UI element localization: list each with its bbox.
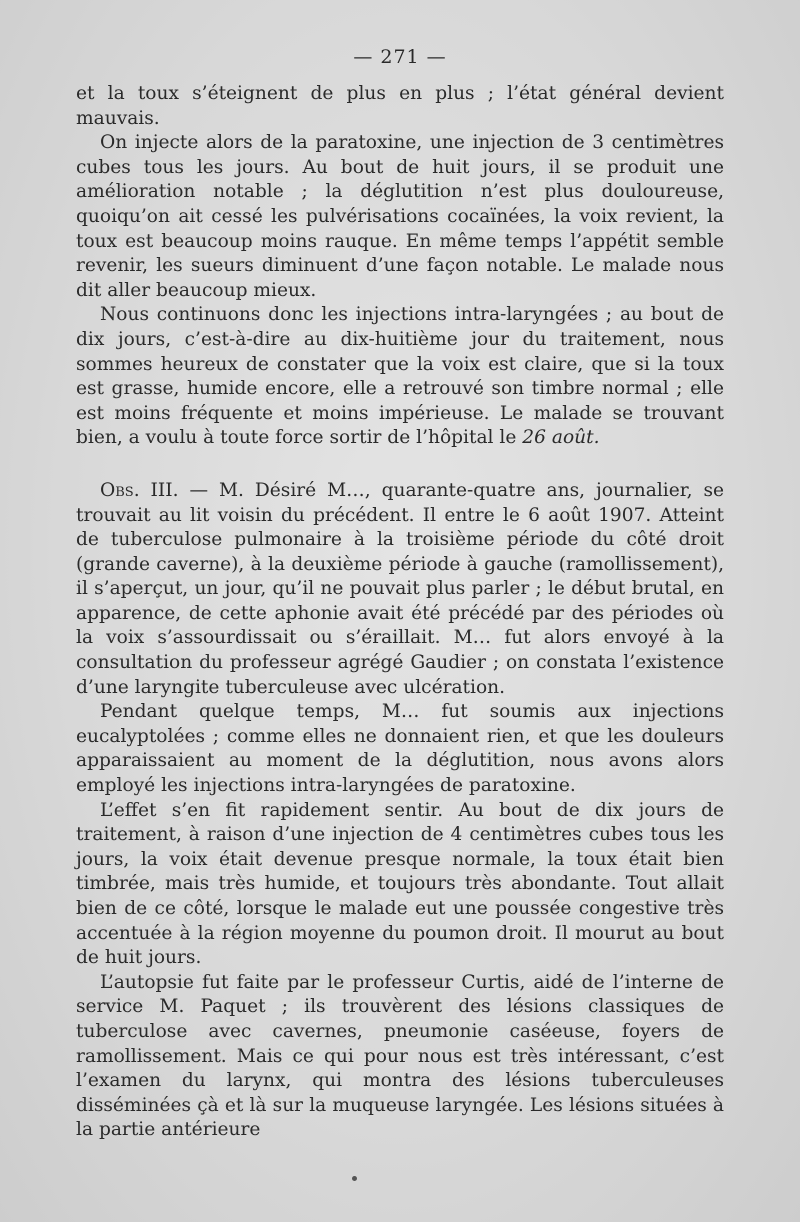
paragraph-treatment-result xyxy=(76,303,724,451)
discharge-date: 26 août. xyxy=(522,427,600,449)
observation-3 xyxy=(76,479,724,700)
paragraph-autopsy: L’autopsie fut faite par le professeur Curtis, aidé de l’interne de service M. Paquet ; ils trouvèrent des lésions classiques de tuberculose avec cavernes, pneumonie caséeuse, foyers de ramollissement. Mais ce qui pour nous est très intéressant, c’est l’examen du larynx, qui montra des lésions tuberculeuses disséminées çà et là sur la muqueuse laryngée. Les lésions situées à la partie antérieure xyxy=(76,971,724,1141)
paragraph-continuation: et la toux s’éteignent de plus en plus ; l’état général devient mauvais. xyxy=(76,83,724,129)
body-text xyxy=(76,82,724,1143)
paragraph-eucalyptol: Pendant quelque temps, M… fut soumis aux injections eucalyptolées ; comme elles ne donnaient rien, et que les douleurs apparaissaient au moment de la déglutition, nous avons alors employé les injections intra-laryngées de paratoxine. xyxy=(76,701,724,797)
paragraph-paratoxine-injection: On injecte alors de la paratoxine, une injection de 3 centimètres cubes tous les jours. Au bout de huit jours, il se produit une amélioration notable ; la déglutition n’est plus douloureuse, quoiqu’on ait cessé les pulvérisations cocaïnées, la voix revient, la toux est beaucoup moins rauque. En même temps l’appétit semble revenir, les sueurs diminuent d’une façon notable. Le malade nous dit aller beaucoup mieux. xyxy=(76,132,724,301)
paragraph-effect: L’effet s’en fit rapidement sentir. Au bout de dix jours de traitement, à raison d’une injection de 4 centimètres cubes tous les jours, la voix était devenue presque normale, la toux était bien timbrée, mais très humide, et toujours très abondante. Tout allait bien de ce côté, lorsque le malade eut une poussée congestive très accentuée à la région moyenne du poumon droit. Il mourut au bout de huit jours. xyxy=(76,799,724,969)
paragraph-treatment-text: Nous continuons donc les injections intra-laryngées ; au bout de dix jours, c’est-à-dire au dix-huitième jour du traitement, nous sommes heureux de constater que la voix est claire, que si la toux est grasse, humide encore, elle a retrouvé son timbre normal ; elle est moins fréquente et moins impérieuse. Le malade se trouvant bien, a voulu à toute force sortir de l’hôpital le xyxy=(76,304,724,449)
page-number: — 271 — xyxy=(353,46,447,68)
observation-label: Obs. III. xyxy=(100,479,179,501)
observation-3-text: — M. Désiré M…, quarante-quatre ans, journalier, se trouvait au lit voisin du précédent. Il entre le 6 août 1907. Atteint de tuberculose pulmonaire à la troisième période du côté droit (grande caverne), à la deuxième période à gauche (ramollissement), il s’aperçut, un jour, qu’il ne pouvait plus parler ; le début brutal, en apparence, de cette aphonie avait été précédé par des périodes où la voix s’assourdissait ou s’éraillait. M… fut alors envoyé à la consultation du professeur agrégé Gaudier ; on constata l’existence d’une laryngite tuberculeuse avec ulcération. xyxy=(76,479,725,698)
print-speck xyxy=(352,1176,357,1181)
